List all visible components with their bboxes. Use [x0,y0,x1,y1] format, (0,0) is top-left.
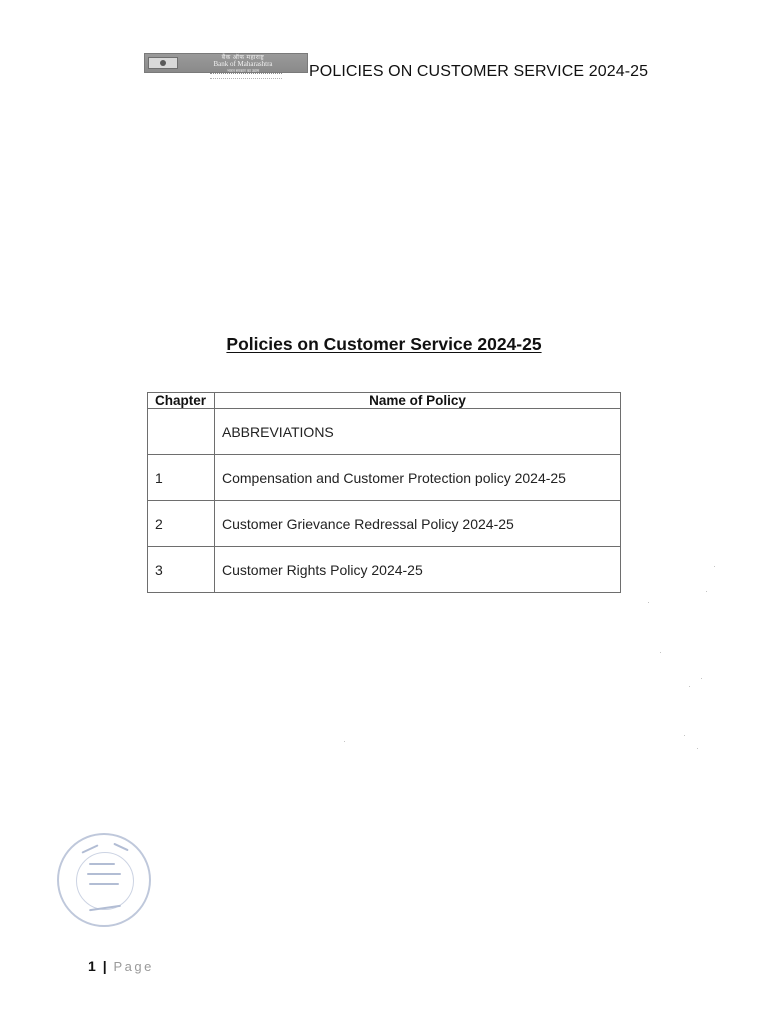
column-header-policy-name: Name of Policy [215,393,621,409]
page-word: Page [113,959,154,974]
bank-logo [144,53,308,73]
page-footer [88,958,154,974]
document-title: Policies on Customer Service 2024-25 [226,334,542,354]
table-row [148,455,621,501]
policy-name-cell: Customer Rights Policy 2024-25 [215,547,621,593]
logo-text-line2: Bank of Maharashtra [213,60,273,68]
seal-inner-ring [76,852,134,910]
table-header-row [148,393,621,409]
logo-text-line3: भारत सरकार का उद्यम [226,68,260,73]
logo-text-line1: बैंक ऑफ महाराष्ट्र [221,55,265,61]
header-title: POLICIES ON CUSTOMER SERVICE 2024-25 [309,63,649,80]
bank-emblem-icon [148,57,178,69]
logo-wordmark [183,55,303,73]
policy-table [147,392,621,593]
page-separator: | [102,958,107,974]
column-header-chapter: Chapter [148,393,215,409]
table-row [148,409,621,455]
policy-name-cell: Compensation and Customer Protection policy 2024-25 [215,455,621,501]
chapter-cell: 3 [148,547,215,593]
logo-tagline [210,73,282,79]
page-number: 1 [88,958,96,974]
chapter-cell: 2 [148,501,215,547]
chapter-cell [148,409,215,455]
official-seal-stamp [57,833,151,927]
table-row [148,547,621,593]
policy-name-cell: ABBREVIATIONS [215,409,621,455]
chapter-cell: 1 [148,455,215,501]
table-row [148,501,621,547]
policy-name-cell: Customer Grievance Redressal Policy 2024-25 [215,501,621,547]
